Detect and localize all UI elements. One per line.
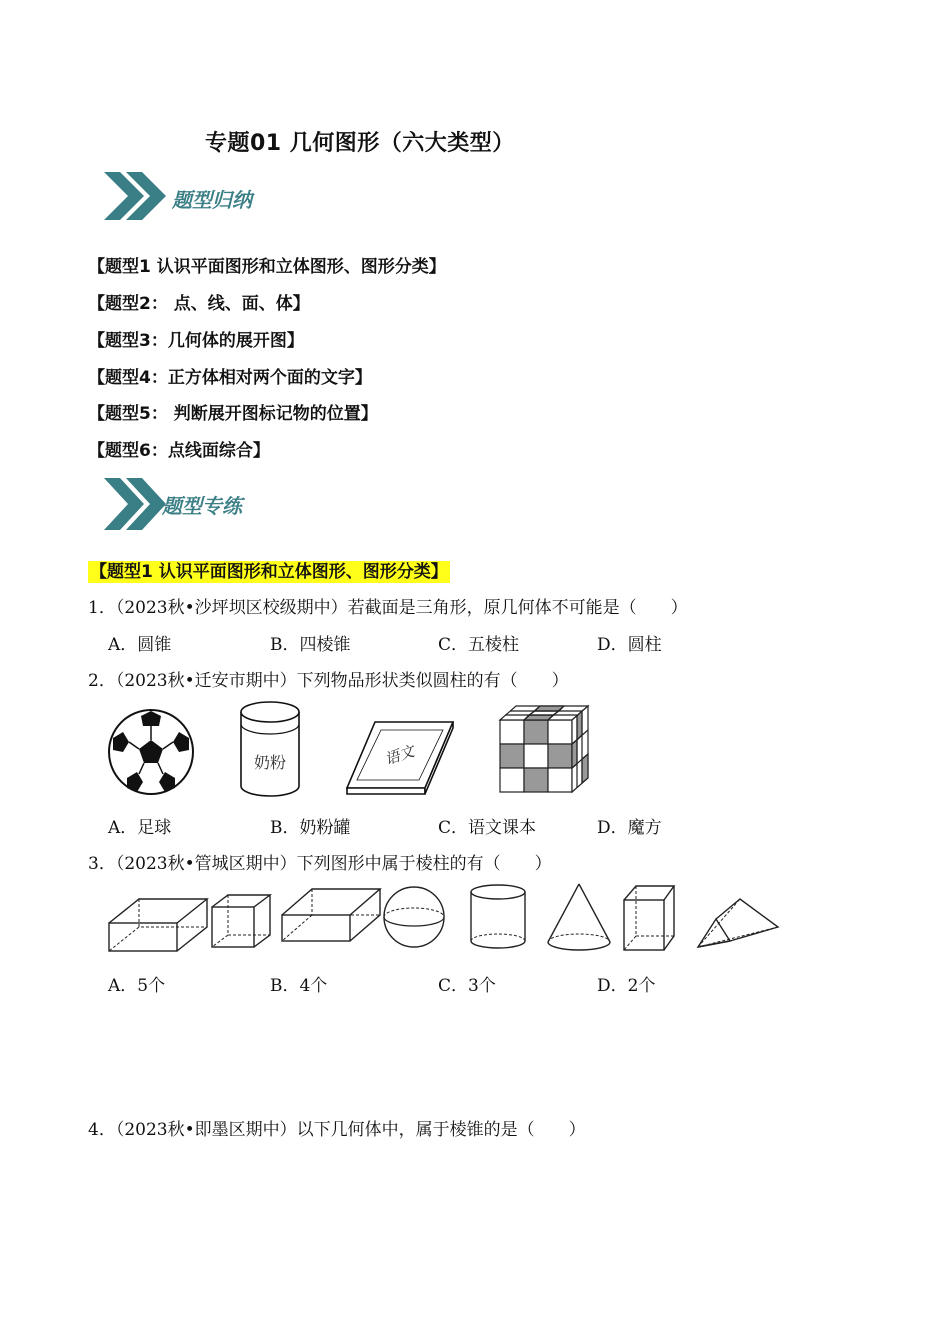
toc-item-5: 【题型5： 判断展开图标记物的位置】	[88, 404, 378, 424]
question-1-option-c[interactable]: C．五棱柱	[438, 635, 520, 655]
toc-item-4: 【题型4：正方体相对两个面的文字】	[88, 368, 372, 388]
rubiks-cube-icon	[498, 704, 590, 794]
question-4-stem: 4．（2023秋•即墨区期中）以下几何体中，属于棱锥的是（ ）	[88, 1120, 586, 1140]
practice-banner	[100, 476, 290, 536]
page-title: 专题01 几何图形（六大类型）	[205, 131, 515, 156]
summary-banner	[100, 170, 290, 230]
square-prism-figure	[622, 884, 678, 952]
practice-banner-label: 题型专练	[162, 494, 242, 518]
question-1-option-a[interactable]: A．圆锥	[108, 635, 172, 655]
question-3-option-a[interactable]: A．5个	[108, 976, 166, 996]
question-3-option-d[interactable]: D．2个	[597, 976, 656, 996]
question-2-option-d[interactable]: D．魔方	[597, 818, 662, 838]
question-2-stem: 2．（2023秋•迁安市期中）下列物品形状类似圆柱的有（ ）	[88, 671, 569, 691]
double-chevron-icon	[100, 476, 170, 532]
question-2-option-c[interactable]: C．语文课本	[438, 818, 537, 838]
question-3-option-c[interactable]: C．3个	[438, 976, 496, 996]
toc-item-2: 【题型2： 点、线、面、体】	[88, 294, 310, 314]
sphere-figure	[382, 885, 446, 949]
triangular-prism-figure	[696, 897, 780, 949]
cylinder-figure	[468, 883, 528, 951]
book-label: 语文	[382, 742, 417, 769]
question-2-option-a[interactable]: A．足球	[108, 818, 172, 838]
question-1-option-d[interactable]: D．圆柱	[597, 635, 662, 655]
question-3-stem: 3．（2023秋•管城区期中）下列图形中属于棱柱的有（ ）	[88, 854, 552, 874]
soccer-ball-icon	[107, 708, 195, 796]
summary-banner-label: 题型归纳	[172, 188, 252, 212]
cone-figure	[545, 882, 613, 952]
can-label: 奶粉	[253, 753, 287, 772]
question-2-option-b[interactable]: B．奶粉罐	[270, 818, 351, 838]
cube-figure	[210, 893, 272, 949]
toc-item-6: 【题型6：点线面综合】	[88, 441, 270, 461]
question-3-option-b[interactable]: B．4个	[270, 976, 328, 996]
flat-cuboid-figure	[107, 897, 209, 955]
toc-item-1: 【题型1 认识平面图形和立体图形、图形分类】	[88, 257, 446, 277]
chinese-textbook-icon	[345, 720, 455, 795]
toc-item-3: 【题型3：几何体的展开图】	[88, 331, 304, 351]
section-heading: 【题型1 认识平面图形和立体图形、图形分类】	[90, 562, 448, 582]
question-1-option-b[interactable]: B．四棱锥	[270, 635, 351, 655]
question-1-stem: 1．（2023秋•沙坪坝区校级期中）若截面是三角形，原几何体不可能是（ ）	[88, 598, 688, 618]
milk-powder-can-icon	[238, 700, 302, 800]
double-chevron-icon	[100, 170, 170, 222]
cuboid-figure	[280, 887, 382, 943]
